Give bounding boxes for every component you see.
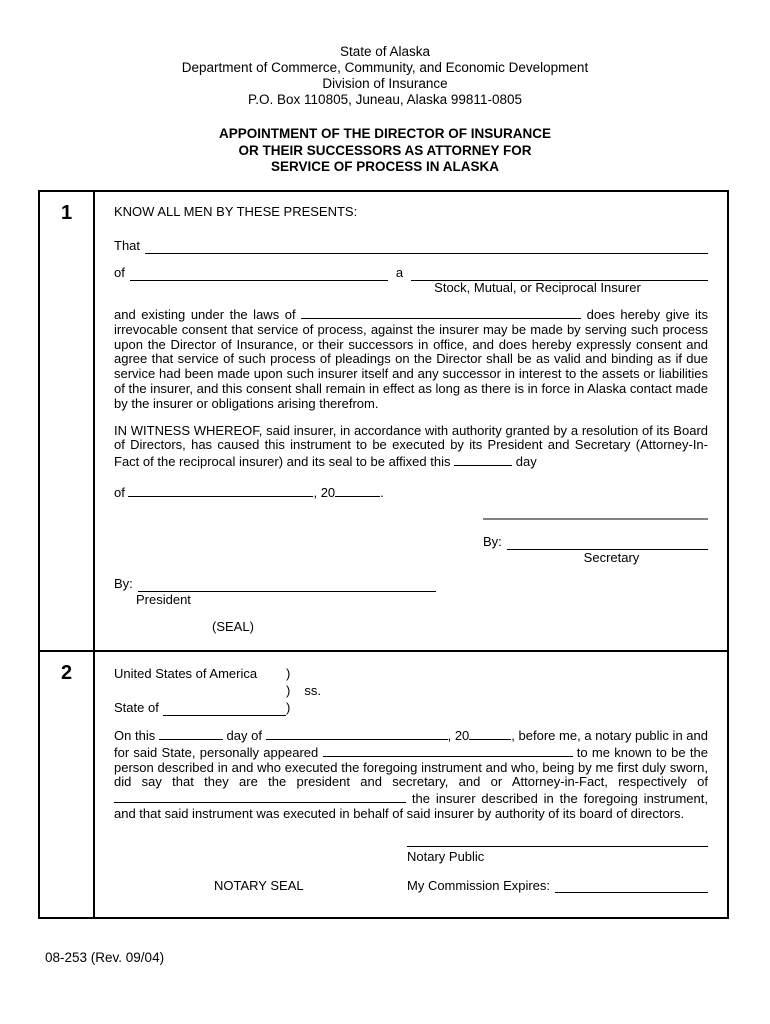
opening-statement: KNOW ALL MEN BY THESE PRESENTS: bbox=[114, 204, 358, 219]
department-line: Department of Commerce, Community, and Economic Development bbox=[181, 60, 589, 75]
laws-jurisdiction-field[interactable] bbox=[301, 306, 581, 319]
secretary-upper-signature-line[interactable] bbox=[483, 518, 708, 520]
venue-block bbox=[114, 665, 708, 716]
execution-month-field[interactable] bbox=[128, 484, 313, 497]
witness-paragraph bbox=[114, 424, 708, 470]
paren-2: ) bbox=[286, 683, 291, 698]
paren-3: ) bbox=[286, 700, 291, 715]
notary-seal-area bbox=[114, 846, 407, 893]
title-line-3: SERVICE OF PROCESS IN ALASKA bbox=[270, 159, 500, 174]
witness-text-before: IN WITNESS WHEREOF, said insurer, in accordance with authority granted by a resolution of its Board of Directors, has caused this instrument to be executed by its President and Secretary (Attorney-In-Fact of the reciprocal insurer) and its seal to be affixed this bbox=[114, 422, 708, 470]
secretary-signature-block bbox=[483, 518, 708, 565]
state-of-label: State of bbox=[114, 700, 159, 715]
ss-label: ss. bbox=[304, 683, 321, 698]
laws-text-before: and existing under the laws of bbox=[114, 307, 296, 322]
president-caption: President bbox=[136, 591, 191, 607]
notary-signature-block bbox=[114, 846, 708, 893]
secretary-by-line bbox=[483, 535, 708, 550]
president-signature-block bbox=[114, 577, 436, 607]
that-label: That bbox=[114, 238, 141, 254]
form-table bbox=[38, 190, 729, 919]
title-line-1: APPOINTMENT OF THE DIRECTOR OF INSURANCE bbox=[218, 126, 551, 141]
notary-signature-field[interactable] bbox=[407, 846, 708, 847]
secretary-signature-field[interactable] bbox=[507, 535, 708, 550]
of-label: of bbox=[114, 265, 125, 281]
insurer-name-field[interactable] bbox=[145, 239, 708, 254]
notary-text-6: the insurer described in the foregoing instrument, and that said instrument was executed in behalf of said insurer by authority of its board of directors. bbox=[114, 791, 708, 821]
notary-year-field[interactable] bbox=[469, 727, 511, 740]
title-line-2: OR THEIR SUCCESSORS AS ATTORNEY FOR bbox=[238, 142, 532, 158]
venue-line-3 bbox=[114, 699, 708, 716]
secretary-caption: Secretary bbox=[583, 549, 640, 565]
notary-text-5: to me known to be the person described in and who executed the foregoing instrument and who, being by me first duly sworn, did say that they are the president and secretary, and or Attorney-in-Fact, respectively of bbox=[114, 744, 708, 790]
execution-day-field[interactable] bbox=[454, 453, 512, 466]
date-of-label: of bbox=[114, 484, 125, 500]
venue-line-1 bbox=[114, 665, 708, 682]
notary-signature-area bbox=[407, 846, 708, 893]
insurer-type-field[interactable] bbox=[411, 266, 708, 281]
commission-label: My Commission Expires: bbox=[407, 877, 551, 893]
notary-public-caption: Notary Public bbox=[407, 848, 485, 864]
section-2-number: 2 bbox=[40, 652, 95, 917]
venue-country-label: United States of America bbox=[114, 666, 258, 681]
of-line bbox=[114, 266, 708, 281]
state-name-field[interactable] bbox=[163, 702, 286, 716]
president-by-line bbox=[114, 577, 436, 592]
insurer-type-caption: Stock, Mutual, or Reciprocal Insurer bbox=[434, 280, 641, 295]
that-line bbox=[114, 239, 708, 254]
notary-text-4: , before me, a notary public in and for said State, personally appeared bbox=[114, 728, 709, 760]
insurer-name-confirmation-field[interactable] bbox=[114, 790, 406, 803]
division-line: Division of Insurance bbox=[322, 76, 448, 91]
paren-1: ) bbox=[286, 666, 291, 681]
document-header bbox=[0, 0, 770, 176]
by-label-secretary: By: bbox=[483, 534, 502, 550]
document-title bbox=[0, 126, 770, 176]
notary-acknowledgment-paragraph bbox=[114, 727, 708, 822]
notary-text-1: On this bbox=[114, 728, 156, 743]
laws-text-after: does hereby give its irrevocable consent that service of process, against the insurer may be made by serving such process upon the Director of Insurance, or their successors in office, and does hereby expressly consent and agree that service of such process of pleadings on the Director shall be as valid and binding as if due service had been made upon such insurer itself and any successor in interest to the assets or liabilities of the insurer, and this consent shall remain in effect as long as there is in force in Alaska contact made by the insurer or obligations arising therefrom. bbox=[114, 307, 708, 411]
by-label-president: By: bbox=[114, 576, 133, 592]
agency-name-line: State of Alaska bbox=[339, 44, 431, 59]
notary-text-2: day of bbox=[226, 728, 262, 743]
section-2 bbox=[40, 652, 727, 917]
notary-day-field[interactable] bbox=[159, 727, 223, 740]
date-year-prefix: , 20 bbox=[313, 484, 336, 500]
venue-line-2 bbox=[114, 682, 708, 699]
execution-date-line bbox=[114, 484, 708, 500]
section-2-content bbox=[95, 652, 727, 917]
form-number: 08-253 (Rev. 09/04) bbox=[45, 950, 165, 965]
appeared-name-field[interactable] bbox=[323, 744, 573, 757]
execution-year-field[interactable] bbox=[335, 484, 380, 497]
notary-text-3: , 20 bbox=[447, 728, 470, 743]
a-label: a bbox=[395, 265, 404, 281]
section-1 bbox=[40, 192, 727, 652]
notary-month-field[interactable] bbox=[266, 727, 448, 740]
commission-expiry-field[interactable] bbox=[555, 878, 708, 893]
section-1-content bbox=[95, 192, 727, 650]
seal-placeholder: (SEAL) bbox=[212, 618, 254, 634]
address-line: P.O. Box 110805, Juneau, Alaska 99811-0805 bbox=[248, 92, 522, 107]
insurer-location-field[interactable] bbox=[130, 266, 388, 281]
notary-seal-label: NOTARY SEAL bbox=[214, 877, 304, 893]
date-period: . bbox=[380, 484, 384, 500]
witness-text-after: day bbox=[515, 454, 537, 470]
commission-line bbox=[407, 878, 708, 893]
president-signature-field[interactable] bbox=[138, 577, 436, 592]
consent-paragraph bbox=[114, 306, 708, 412]
section-1-number: 1 bbox=[40, 192, 95, 650]
